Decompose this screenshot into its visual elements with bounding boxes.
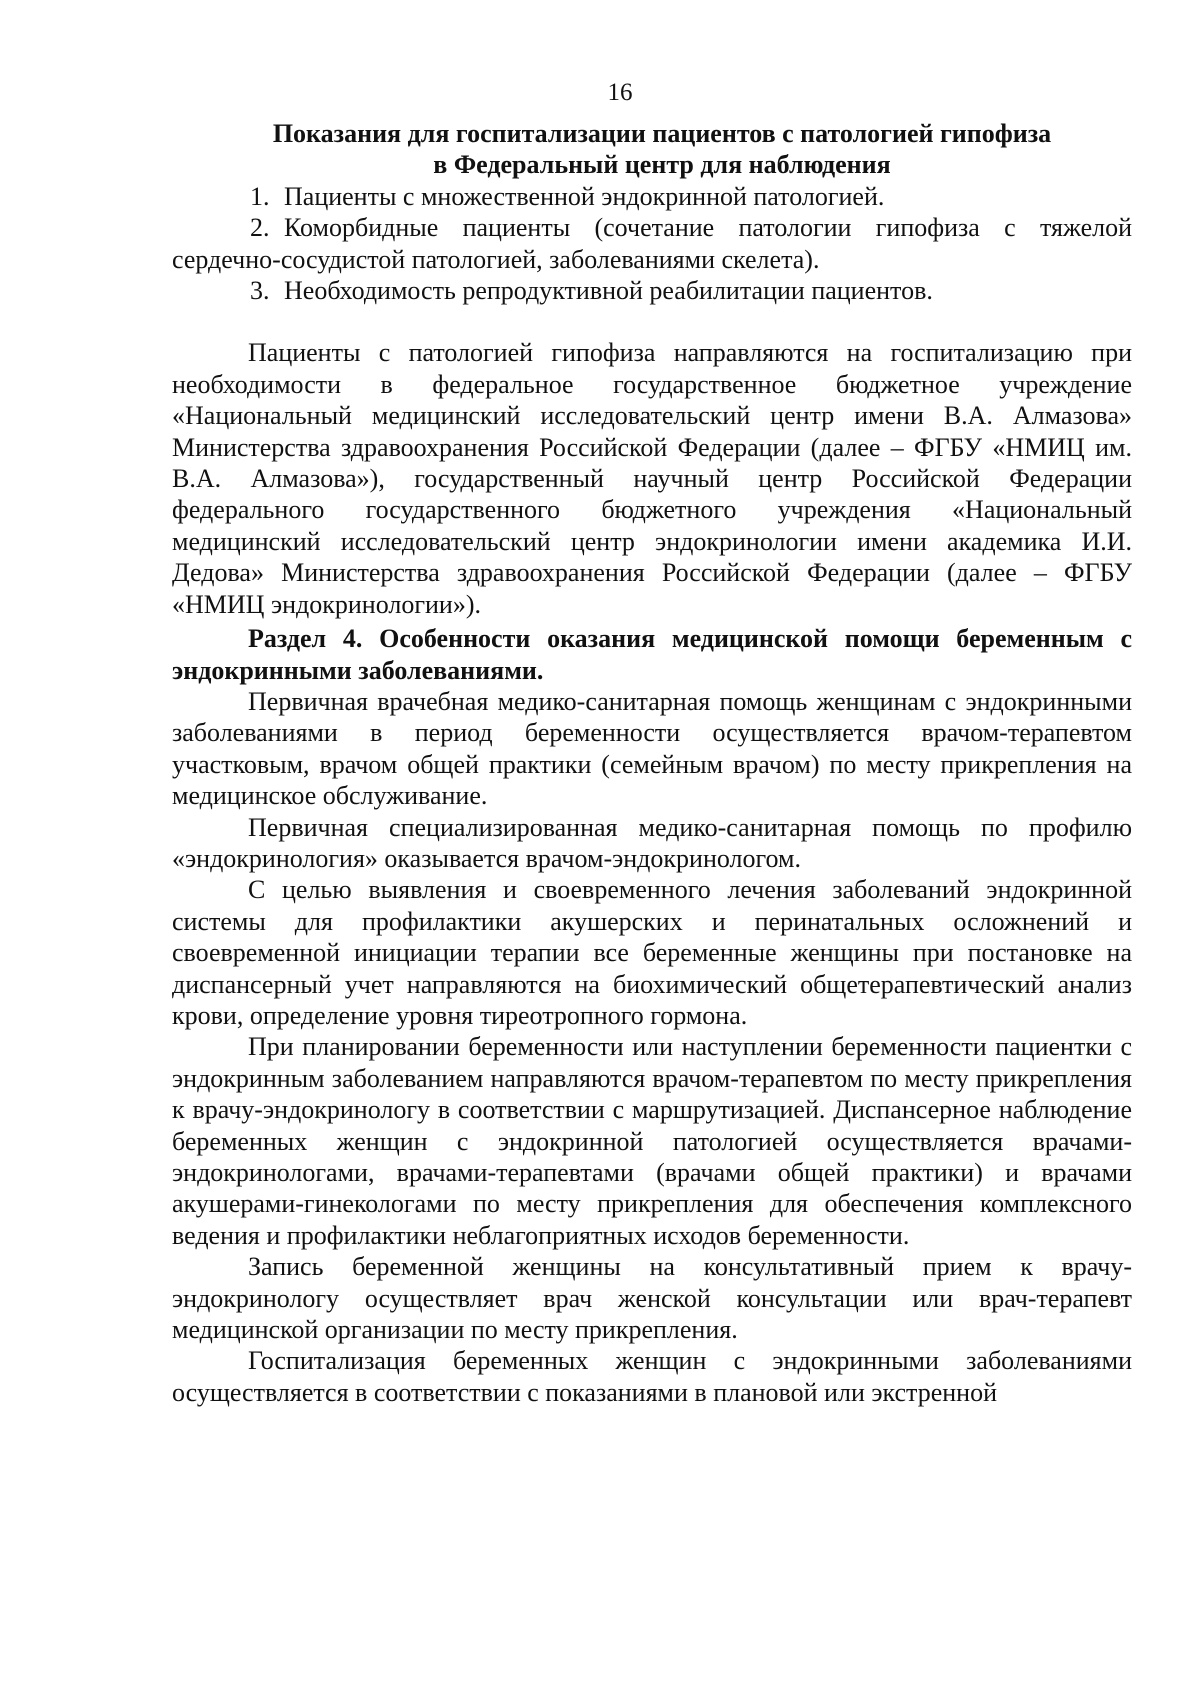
paragraph: Пациенты с патологией гипофиза направляются на госпитализацию при необходимости в федеральное государственное бюджетное учреждение «Национальный медицинский исследовательский центр имени В.А. Алмазова» Министерства здравоохранения Российской Федерации (далее – ФГБУ «НМИЦ им. В.А. Алмазова»), государственный научный центр Российской Федерации федерального государственного бюджетного учреждения «Национальный медицинский исследовательский центр эндокринологии имени академика И.И. Дедова» Министерства здравоохранения Российской Федерации (далее – ФГБУ «НМИЦ эндокринологии»). (172, 338, 1132, 619)
list-item-number: 2. (250, 213, 270, 243)
paragraph: С целью выявления и своевременного лечения заболеваний эндокринной системы для профилактики акушерских и перинатальных осложнений и своевременной инициации терапии все беременные женщины при постановке на диспансерный учет направляются на биохимический общетерапевтический анализ крови, определение уровня тиреотропного гормона. (172, 875, 1132, 1030)
list-item-number: 1. (250, 181, 270, 211)
paragraph: При планировании беременности или наступлении беременности пациентки с эндокринным заболеванием направляются врачом-терапевтом по месту прикрепления к врачу-эндокринологу в соответствии с маршрутизацией. Диспансерное наблюдение беременных женщин с эндокринной патологией осуществляется врачами-эндокринологами, врачами-терапевтами (врачами общей практики) и врачами акушерами-гинекологами по месту прикрепления для обеспечения комплексного ведения и профилактики неблагоприятных исходов беременности. (172, 1032, 1132, 1250)
paragraph: Запись беременной женщины на консультативный прием к врачу-эндокринологу осуществляет врач женской консультации или врач-терапевт медицинской организации по месту прикрепления. (172, 1252, 1132, 1345)
paragraph-gap (172, 306, 1132, 337)
page-number: 16 (607, 79, 633, 106)
paragraph: Первичная врачебная медико-санитарная помощь женщинам с эндокринными заболеваниями в период беременности осуществляется врачом-терапевтом участковым, врачом общей практики (семейным врачом) по месту прикрепления на медицинское обслуживание. (172, 686, 1132, 811)
heading-line-2: в Федеральный центр для наблюдения (433, 150, 891, 180)
indications-list (172, 181, 1132, 307)
document-body (172, 118, 1132, 1408)
paragraph: Первичная специализированная медико-санитарная помощь по профилю «эндокринология» оказывается врачом-эндокринологом. (172, 812, 1132, 873)
list-item (172, 212, 1132, 275)
list-item (172, 275, 1132, 306)
list-item-text: Пациенты с множественной эндокринной патологией. (284, 181, 885, 211)
section-title: Раздел 4. Особенности оказания медицинской помощи беременным с эндокринными заболеваниями. (172, 624, 1132, 685)
paragraph: Госпитализация беременных женщин с эндокринными заболеваниями осуществляется в соответствии с показаниями в плановой или экстренной (172, 1346, 1132, 1407)
list-item-text: Коморбидные пациенты (сочетание патологии гипофиза с тяжелой сердечно-сосудистой патологией, заболеваниями скелета). (172, 213, 1132, 274)
indications-heading (172, 118, 1132, 181)
list-item-text: Необходимость репродуктивной реабилитации пациентов. (284, 276, 933, 306)
list-item (172, 181, 1132, 212)
heading-line-1: Показания для госпитализации пациентов с патологией гипофиза (272, 119, 1052, 148)
list-item-number: 3. (250, 276, 270, 306)
